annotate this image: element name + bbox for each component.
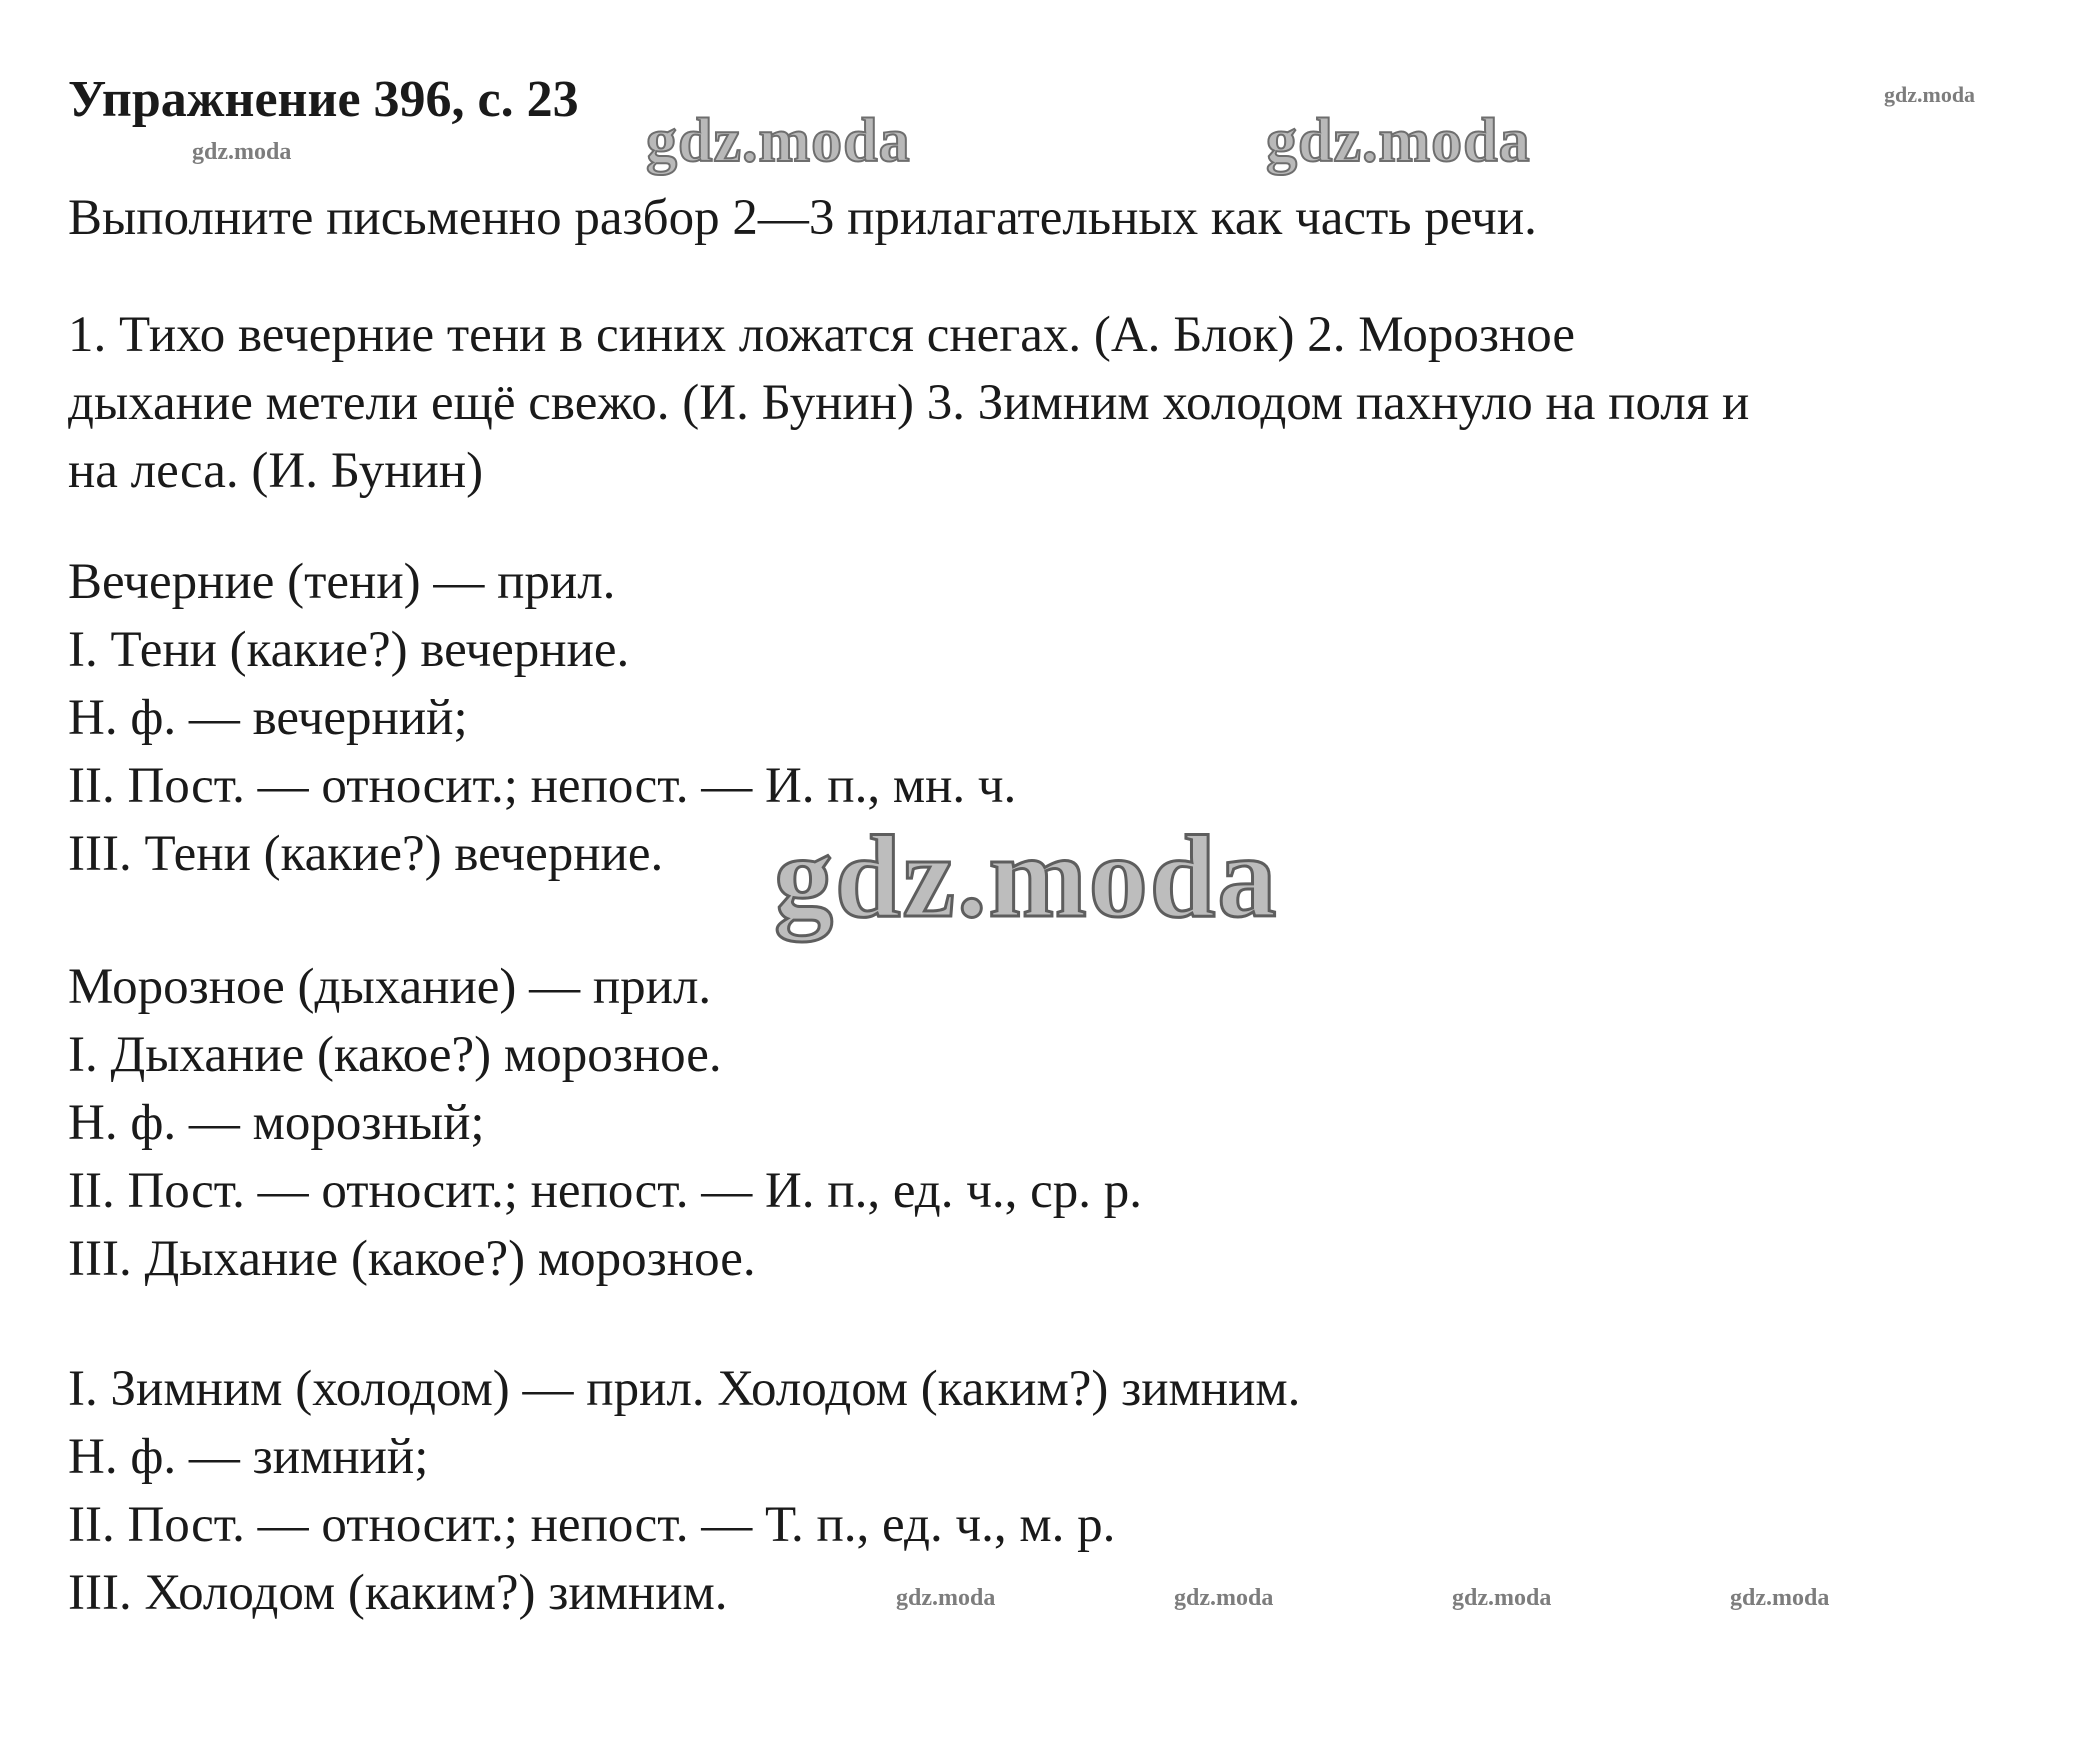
sentences-block bbox=[68, 301, 2048, 505]
watermark: gdz.moda bbox=[1730, 1585, 1830, 1611]
analysis-2-heading: Морозное (дыхание) — прил. bbox=[68, 959, 712, 1015]
watermark: gdz.moda bbox=[896, 1585, 996, 1611]
analysis-1-line: III. Тени (какие?) вечерние. bbox=[68, 826, 664, 882]
sentence-line: 1. Тихо вечерние тени в синих ложатся снегах. (А. Блок) 2. Морозное bbox=[68, 307, 1576, 363]
sentence-line: дыхание метели ещё свежо. (И. Бунин) 3. Зимним холодом пахнуло на поля и bbox=[68, 375, 1750, 431]
analysis-3-line: II. Пост. — относит.; непост. — Т. п., ед. ч., м. р. bbox=[68, 1497, 1116, 1553]
watermark: gdz.moda bbox=[774, 811, 1279, 942]
analysis-3-line: Н. ф. — зимний; bbox=[68, 1429, 429, 1485]
analysis-2-line: III. Дыхание (какое?) морозное. bbox=[68, 1231, 756, 1287]
watermark: gdz.moda bbox=[646, 107, 911, 175]
analysis-3-heading: I. Зимним (холодом) — прил. Холодом (каким?) зимним. bbox=[68, 1361, 1301, 1417]
watermark: gdz.moda bbox=[1452, 1585, 1552, 1611]
analysis-2-line: II. Пост. — относит.; непост. — И. п., ед. ч., ср. р. bbox=[68, 1163, 1143, 1219]
watermark: gdz.moda bbox=[1174, 1585, 1274, 1611]
analysis-3-line: III. Холодом (каким?) зимним. bbox=[68, 1565, 728, 1621]
exercise-title: Упражнение 396, с. 23 bbox=[68, 71, 579, 128]
watermark: gdz.moda bbox=[1884, 82, 1976, 107]
analysis-1-line: Н. ф. — вечерний; bbox=[68, 690, 468, 746]
analysis-2-line: I. Дыхание (какое?) морозное. bbox=[68, 1027, 722, 1083]
analysis-1-line: II. Пост. — относит.; непост. — И. п., мн. ч. bbox=[68, 758, 1017, 814]
analysis-1-heading: Вечерние (тени) — прил. bbox=[68, 554, 616, 610]
task-instruction: Выполните письменно разбор 2—3 прилагательных как часть речи. bbox=[68, 190, 1537, 246]
analysis-1-line: I. Тени (какие?) вечерние. bbox=[68, 622, 630, 678]
watermark: gdz.moda bbox=[192, 139, 292, 165]
analysis-2-line: Н. ф. — морозный; bbox=[68, 1095, 485, 1151]
watermark: gdz.moda bbox=[1266, 107, 1531, 175]
sentence-line: на леса. (И. Бунин) bbox=[68, 443, 484, 499]
